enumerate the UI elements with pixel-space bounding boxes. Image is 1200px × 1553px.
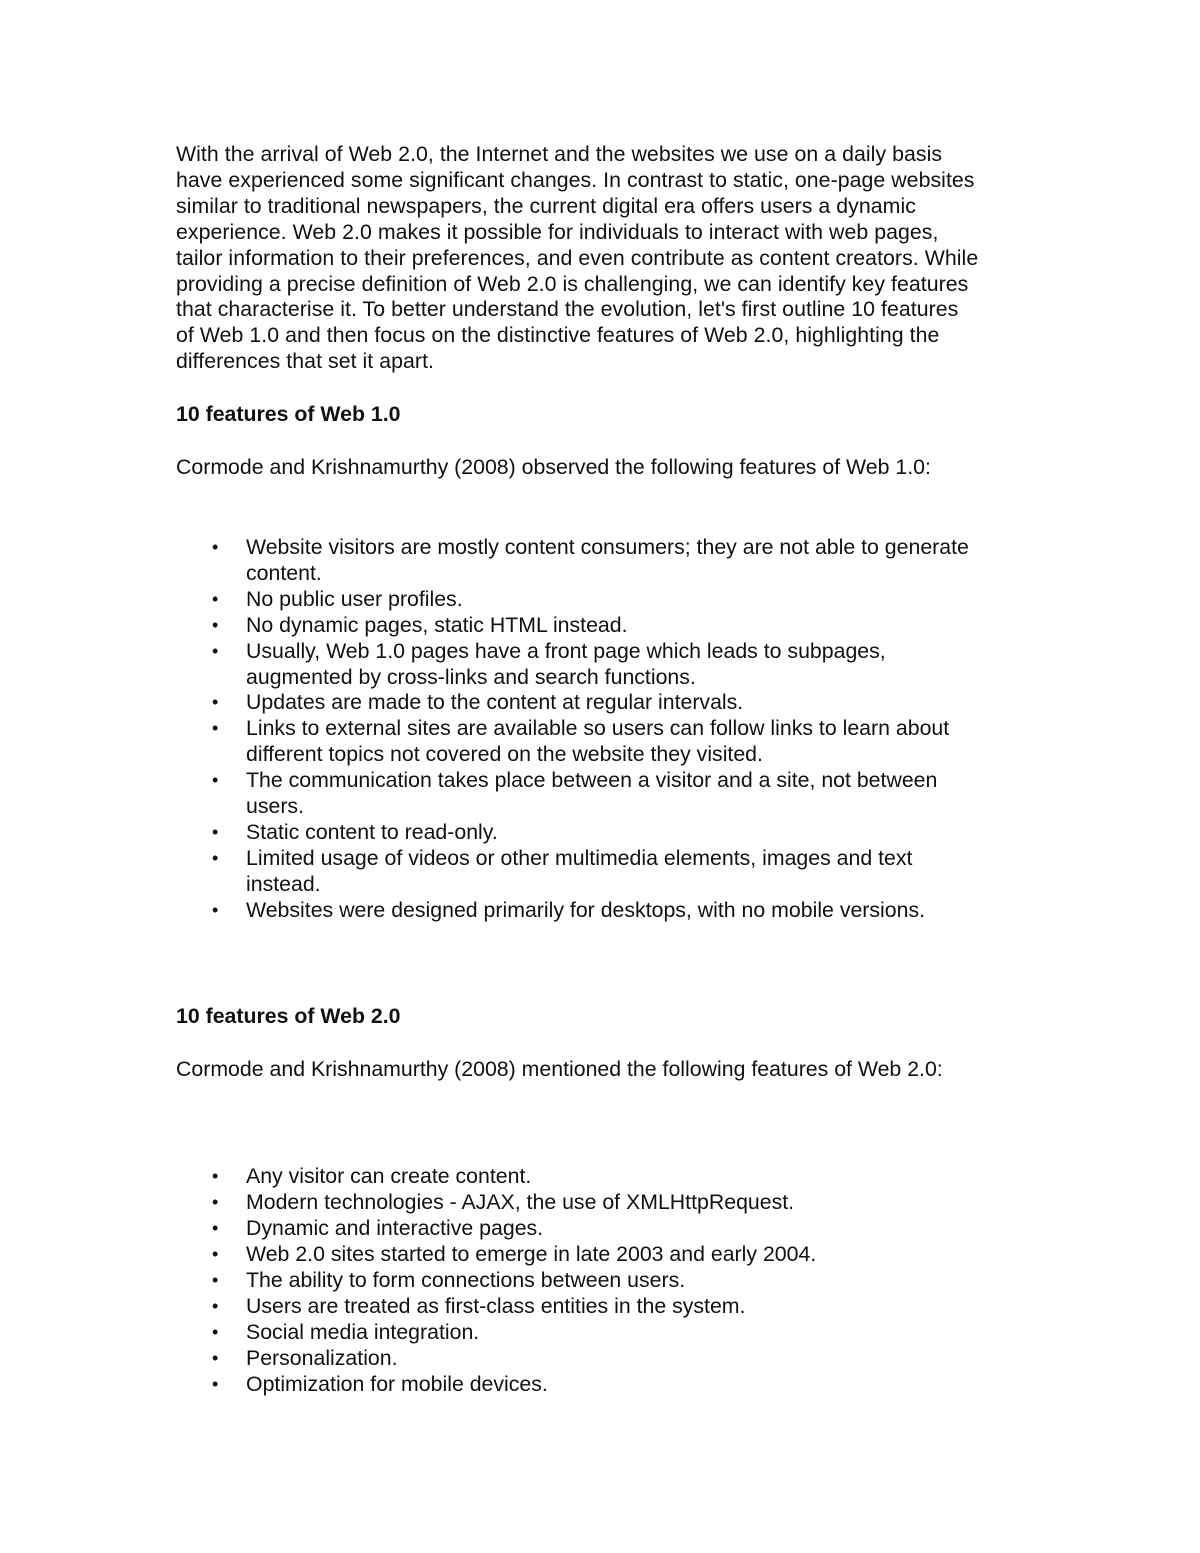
intro-line: have experienced some significant changes. In contrast to static, one-page websites bbox=[176, 167, 975, 192]
list-item bbox=[176, 846, 1036, 898]
list-item-line: Updates are made to the content at regular intervals. bbox=[246, 690, 744, 715]
list-item-line: Dynamic and interactive pages. bbox=[246, 1216, 544, 1241]
list-item bbox=[176, 898, 1036, 924]
list-item-line: Websites were designed primarily for desktops, with no mobile versions. bbox=[246, 897, 926, 922]
list-item-line: Modern technologies - AJAX, the use of XMLHttpRequest. bbox=[246, 1190, 795, 1215]
list-item bbox=[176, 535, 1036, 587]
list-item bbox=[176, 1294, 1036, 1320]
intro-line: tailor information to their preferences, and even contribute as content creators. While bbox=[176, 245, 979, 270]
list-item bbox=[176, 1268, 1036, 1294]
list-item-line: instead. bbox=[246, 871, 321, 896]
web1-heading: 10 features of Web 1.0 bbox=[176, 402, 401, 427]
web2-feature-list bbox=[176, 1164, 1036, 1397]
web1-feature-list bbox=[176, 535, 1036, 924]
list-item-line: Static content to read-only. bbox=[246, 819, 498, 844]
list-item bbox=[176, 1216, 1036, 1242]
intro-line: experience. Web 2.0 makes it possible for individuals to interact with web pages, bbox=[176, 219, 939, 244]
list-item bbox=[176, 1242, 1036, 1268]
list-item-line: Any visitor can create content. bbox=[246, 1164, 532, 1189]
web2-lead: Cormode and Krishnamurthy (2008) mentioned the following features of Web 2.0: bbox=[176, 1057, 943, 1082]
list-item bbox=[176, 587, 1036, 613]
list-item-line: Limited usage of videos or other multimedia elements, images and text bbox=[246, 845, 913, 870]
list-item bbox=[176, 1320, 1036, 1346]
list-item-line: Social media integration. bbox=[246, 1319, 480, 1344]
list-item-line: Links to external sites are available so users can follow links to learn about bbox=[246, 716, 950, 741]
list-item-line: users. bbox=[246, 794, 304, 819]
web2-heading: 10 features of Web 2.0 bbox=[176, 1003, 401, 1028]
intro-line: With the arrival of Web 2.0, the Internet and the websites we use on a daily basis bbox=[176, 142, 943, 166]
list-item-line: Web 2.0 sites started to emerge in late 2003 and early 2004. bbox=[246, 1242, 817, 1267]
document-page bbox=[176, 142, 1036, 1398]
list-item-line: different topics not covered on the website they visited. bbox=[246, 742, 763, 767]
intro-line: similar to traditional newspapers, the current digital era offers users a dynamic bbox=[176, 193, 916, 218]
list-item-line: content. bbox=[246, 560, 322, 585]
list-item bbox=[176, 639, 1036, 691]
intro-line: of Web 1.0 and then focus on the distinctive features of Web 2.0, highlighting the bbox=[176, 323, 940, 348]
intro-line: that characterise it. To better understand the evolution, let's first outline 10 features bbox=[176, 297, 959, 322]
list-item bbox=[176, 768, 1036, 820]
list-item bbox=[176, 1164, 1036, 1190]
list-item bbox=[176, 1346, 1036, 1372]
list-item-line: No public user profiles. bbox=[246, 586, 463, 611]
list-item bbox=[176, 1372, 1036, 1398]
intro-paragraph bbox=[176, 142, 1036, 375]
list-item-line: Optimization for mobile devices. bbox=[246, 1371, 548, 1396]
list-item-line: No dynamic pages, static HTML instead. bbox=[246, 612, 628, 637]
list-item bbox=[176, 1190, 1036, 1216]
list-item-line: Personalization. bbox=[246, 1345, 398, 1370]
list-item-line: The communication takes place between a visitor and a site, not between bbox=[246, 768, 938, 793]
list-item-line: augmented by cross-links and search functions. bbox=[246, 664, 696, 689]
list-item-line: Website visitors are mostly content consumers; they are not able to generate bbox=[246, 534, 969, 559]
list-item bbox=[176, 716, 1036, 768]
intro-line: differences that set it apart. bbox=[176, 349, 434, 374]
intro-line: providing a precise definition of Web 2.0 is challenging, we can identify key features bbox=[176, 271, 969, 296]
list-item bbox=[176, 690, 1036, 716]
list-item-line: Usually, Web 1.0 pages have a front page which leads to subpages, bbox=[246, 638, 886, 663]
list-item bbox=[176, 613, 1036, 639]
list-item-line: Users are treated as first-class entities in the system. bbox=[246, 1293, 746, 1318]
list-item bbox=[176, 820, 1036, 846]
list-item-line: The ability to form connections between users. bbox=[246, 1268, 686, 1292]
web1-lead: Cormode and Krishnamurthy (2008) observed the following features of Web 1.0: bbox=[176, 455, 931, 480]
